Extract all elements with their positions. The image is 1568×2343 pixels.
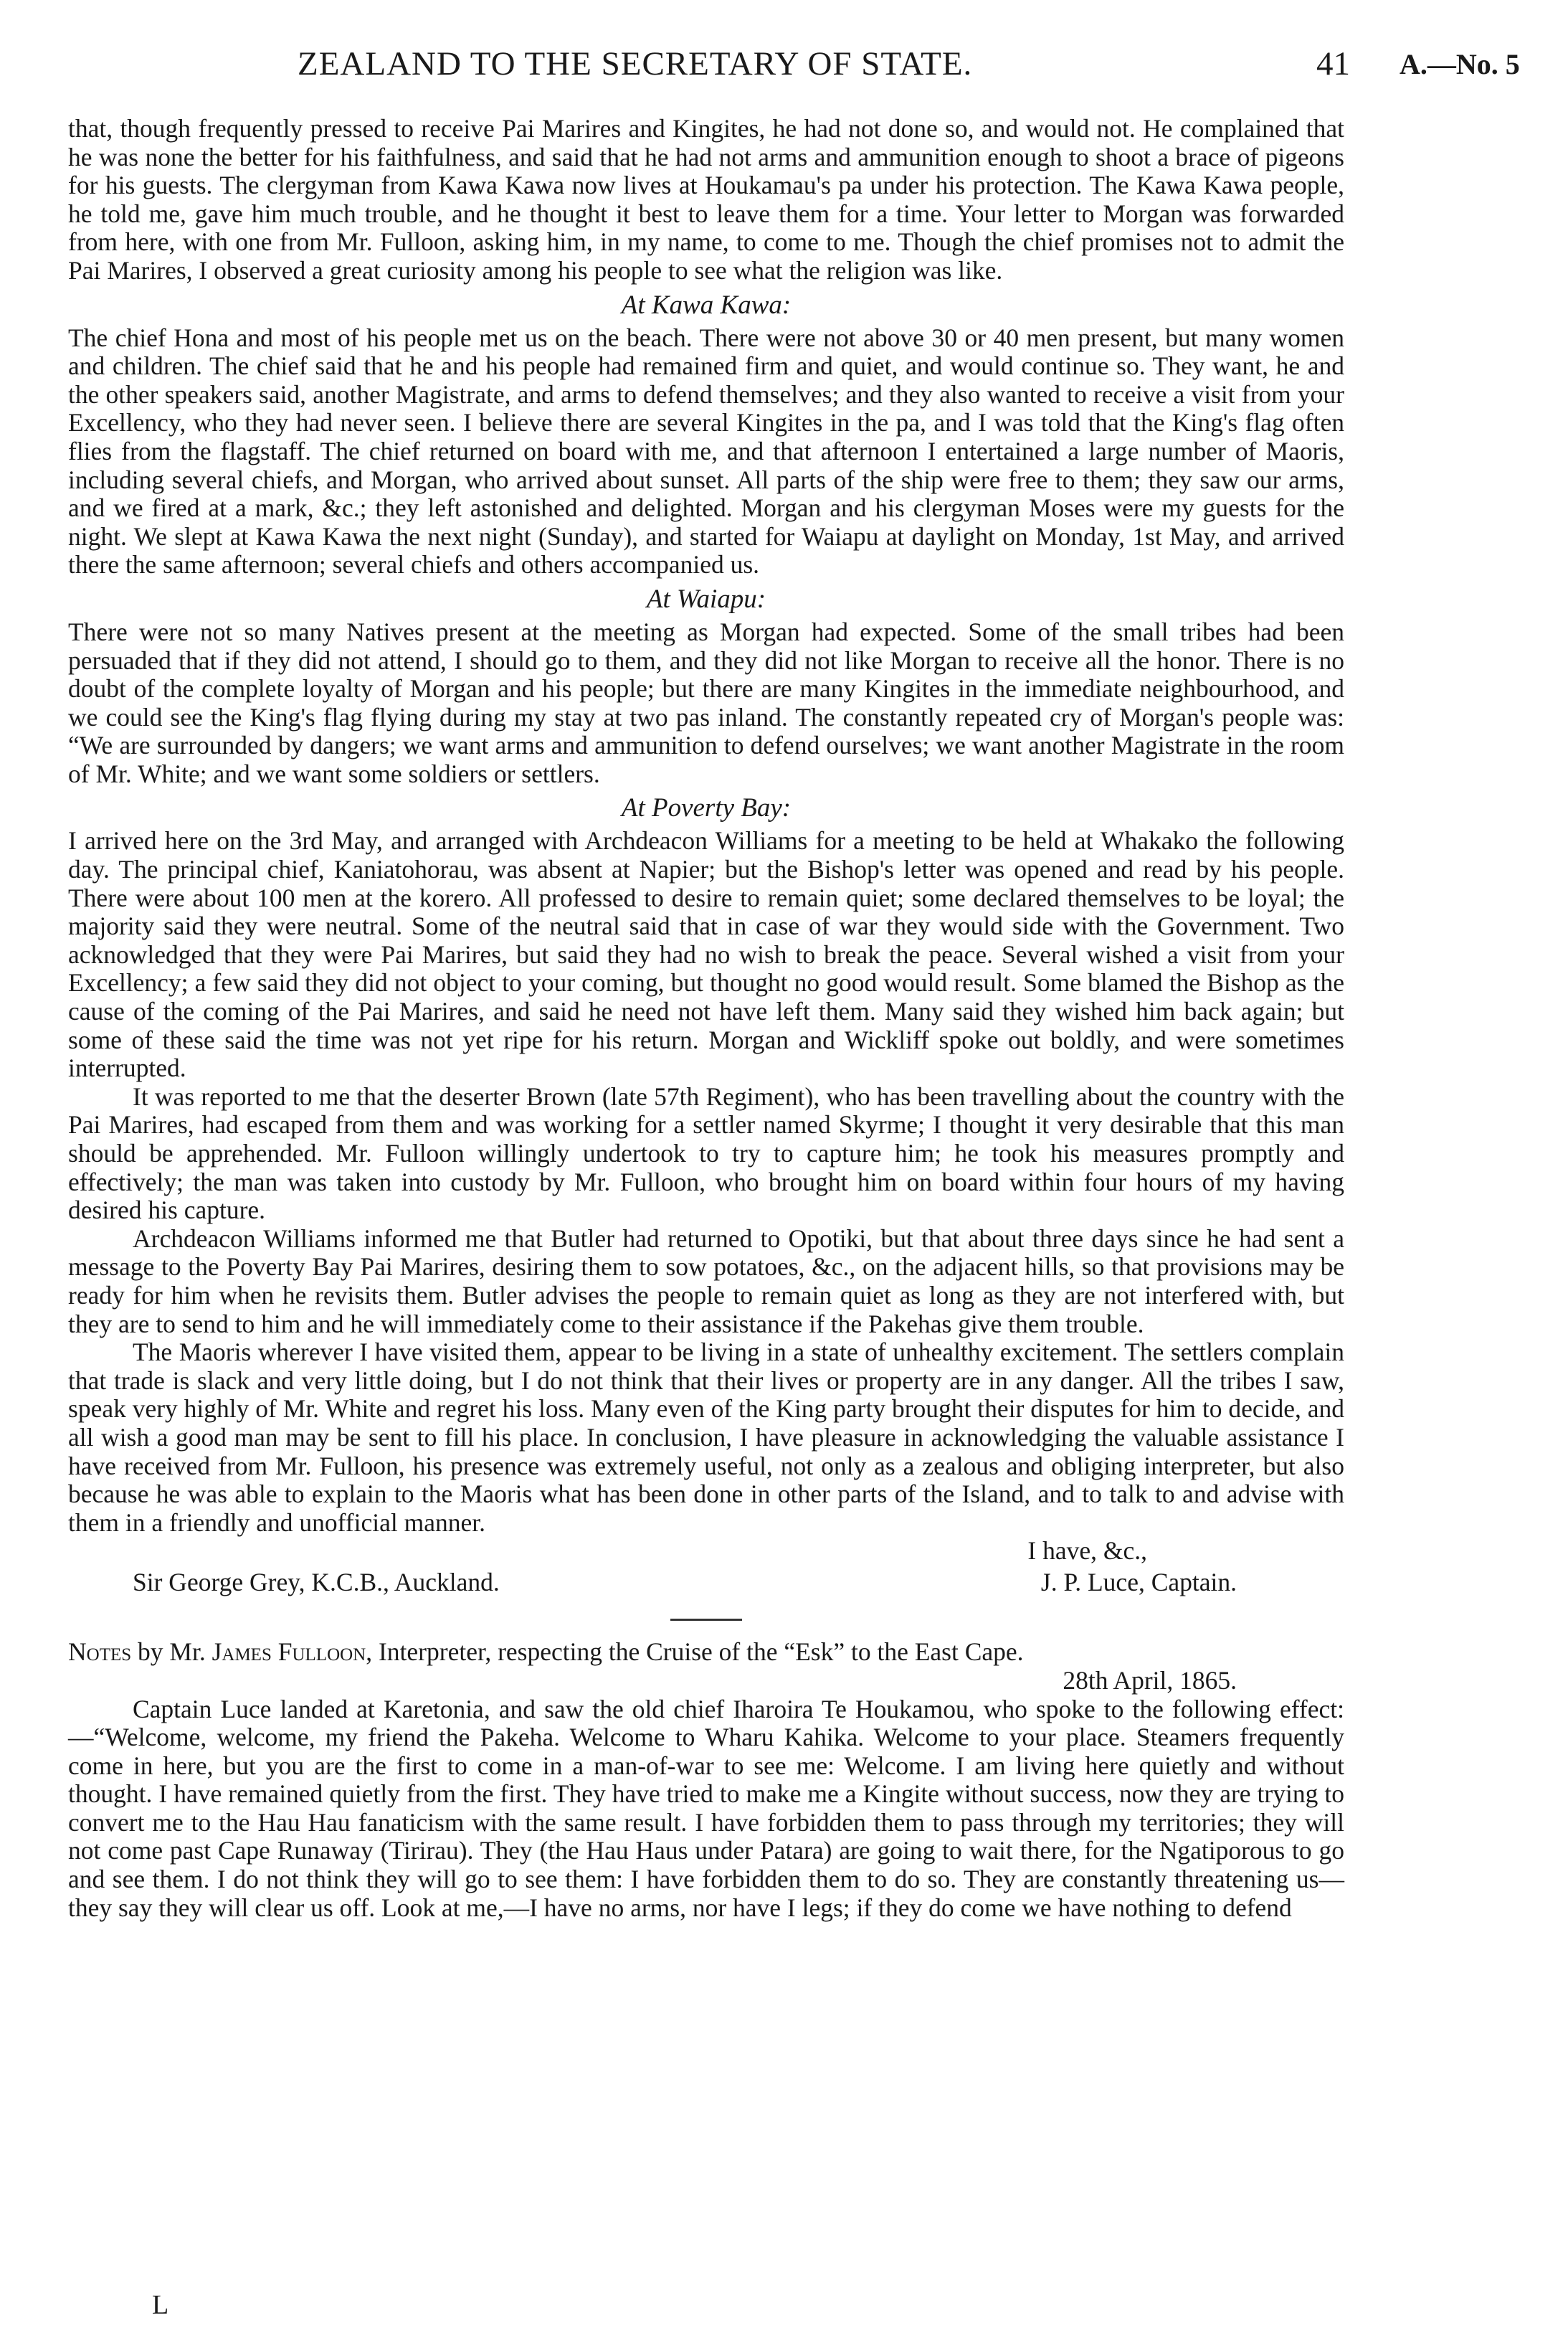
page-number: 41 <box>1316 45 1350 82</box>
document-body <box>68 115 1344 1922</box>
paragraph-notes-karetonia: Captain Luce landed at Karetonia, and saw the old chief Iharoira Te Houkamou, who spoke to the following effect:—“Welcome, welcome, my friend the Pakeha. Welcome to Wharu Kahika. Welcome to your place. Steamers frequently come in here, but you are the first to come in a man-of-war to see me: Welcome. I am living here quietly and without thought. I have remained quietly from the first. They have tried to make me a Kingite without success, now they are trying to convert me to the Hau Hau fanaticism with the same result. I have forbidden them to pass through my territories; they will not come past Cape Runaway (Tirirau). They (the Hau Haus under Patara) are going to wait there, for the Ngatiporous to go and see them. I do not think they will go to see them: I have forbidden them to do so. They are constantly threatening us—they say they will clear us off. Look at me,—I have no arms, nor have I legs; if they do come we have nothing to defend <box>68 1694 1344 1922</box>
running-head <box>65 44 1520 87</box>
signature-mark: L <box>152 2290 169 2320</box>
subheading-kawa-kawa: At Kawa Kawa: <box>621 290 792 320</box>
paragraph-butler: Archdeacon Williams informed me that Butler had returned to Opotiki, but that about three days since he had sent a message to the Poverty Bay Pai Marires, desiring them to sow potatoes, &c., on the adjacent hills, so that provisions may be ready for him when he revisits them. Butler advises the people to remain quiet as long as they are not interfered with, but they are to send to him and he will immediately come to their assistance if the Pakehas give them trouble. <box>68 1223 1344 1338</box>
notes-heading-label: Notes <box>68 1637 132 1667</box>
closing-salutation: I have, &c., <box>1027 1536 1147 1566</box>
signature-block <box>68 1537 1344 1600</box>
paragraph-deserter-brown: It was reported to me that the deserter Brown (late 57th Regiment), who has been travelling about the country with the Pai Marires, had escaped from them and was working for a settler named Skyrme; I thought it very desirable that this man should be apprehended. Mr. Fulloon willingly undertook to try to capture him; he took his measures promptly and effectively; the man was taken into custody by Mr. Fulloon, who brought him on board within four hours of my having desired his capture. <box>68 1081 1344 1225</box>
subheading-poverty-bay: At Poverty Bay: <box>621 793 792 823</box>
notes-heading-by: by Mr. <box>138 1637 206 1667</box>
section-divider <box>670 1619 742 1621</box>
paragraph-houkamau: that, though frequently pressed to receive Pai Marires and Kingites, he had not done so, and would not. He complained that he was none the better for his faithfulness, and said that he had not arms and ammunition enough to shoot a brace of pigeons for his guests. The clergyman from Kawa Kawa now lives at Houkamau's pa under his protection. The Kawa Kawa people, he told me, gave him much trouble, and he thought it best to leave them for a time. Your letter to Morgan was forwarded from here, with one from Mr. Fulloon, asking him, in my name, to come to me. Though the chief promises not to admit the Pai Marires, I observed a great curiosity among his people to see what the religion was like. <box>68 114 1344 285</box>
signatory: J. P. Luce, Captain. <box>1040 1568 1237 1597</box>
notes-heading-name: James Fulloon, <box>212 1637 373 1667</box>
running-title: ZEALAND TO THE SECRETARY OF STATE. <box>298 45 973 82</box>
addressee: Sir George Grey, K.C.B., Auckland. <box>133 1568 500 1597</box>
document-reference: A.—No. 5 <box>1400 48 1520 80</box>
paragraph-kawa-kawa: The chief Hona and most of his people met us on the beach. There were not above 30 or 40 men present, but many women and children. The chief said that he and his people had remained firm and quiet, and would continue so. They want, he and the other speakers said, another Magistrate, and arms to defend themselves; and they also wanted to receive a visit from your Excellency, who they had never seen. I believe there are several Kingites in the pa, and I was told that the King's flag often flies from the flagstaff. The chief returned on board with me, and that afternoon I entertained a large number of Maoris, including several chiefs, and Morgan, who arrived about sunset. All parts of the ship were free to them; they saw our arms, and we fired at a mark, &c.; they left astonished and delighted. Morgan and his clergyman Moses were my guests for the night. We slept at Kawa Kawa the next night (Sunday), and started for Waiapu at daylight on Monday, 1st May, and arrived there the same afternoon; several chiefs and others accompanied us. <box>68 323 1344 579</box>
subheading-waiapu: At Waiapu: <box>646 584 766 614</box>
paragraph-conclusion: The Maoris wherever I have visited them, appear to be living in a state of unhealthy excitement. The settlers complain that trade is slack and very little doing, but I do not think that their lives or property are in any danger. All the tribes I saw, speak very highly of Mr. White and regret his loss. Many even of the King party brought their disputes for him to decide, and all wish a good man may be sent to fill his place. In conclusion, I have pleasure in acknowledging the valuable assistance I have received from Mr. Fulloon, his presence was extremely useful, not only as a zealous and obliging interpreter, but also because he was able to explain to the Maoris what has been done in other parts of the Island, and to talk to and advise with them in a friendly and unofficial manner. <box>68 1338 1344 1537</box>
notes-date: 28th April, 1865. <box>1063 1665 1237 1695</box>
paragraph-waiapu: There were not so many Natives present at the meeting as Morgan had expected. Some of the small tribes had been persuaded that if they did not attend, I should go to them, and they did not like Morgan to receive all the honor. There is no doubt of the complete loyalty of Morgan and his people; but there are many Kingites in the immediate neighbourhood, and we could see the King's flag flying during my stay at two pas inland. The constantly repeated cry of Morgan's people was: “We are surrounded by dangers; we want arms and ammunition to defend ourselves; we want another Magistrate in the room of Mr. White; and we want some soldiers or settlers. <box>68 617 1344 788</box>
notes-heading <box>68 1638 1344 1667</box>
paragraph-poverty-bay: I arrived here on the 3rd May, and arranged with Archdeacon Williams for a meeting to be held at Whakako the following day. The principal chief, Kaniatohorau, was absent at Napier; but the Bishop's letter was opened and read by his people. There were about 100 men at the korero. All professed to desire to remain quiet; some declared themselves to be loyal; the majority said they were neutral. Some of the neutral said that in case of war they would side with the Government. Two acknowledged that they were Pai Marires, but said they had no wish to break the peace. Several wished a visit from your Excellency; a few said they did not object to your coming, but thought no good would result. Some blamed the Bishop as the cause of the coming of the Pai Marires, and said he need not have left them. Many said they wished him back again; but some of these said the time was not yet ripe for his return. Morgan and Wickliff spoke out boldly, and were sometimes interrupted. <box>68 826 1344 1083</box>
notes-heading-rest: Interpreter, respecting the Cruise of the “Esk” to the East Cape. <box>378 1637 1024 1667</box>
